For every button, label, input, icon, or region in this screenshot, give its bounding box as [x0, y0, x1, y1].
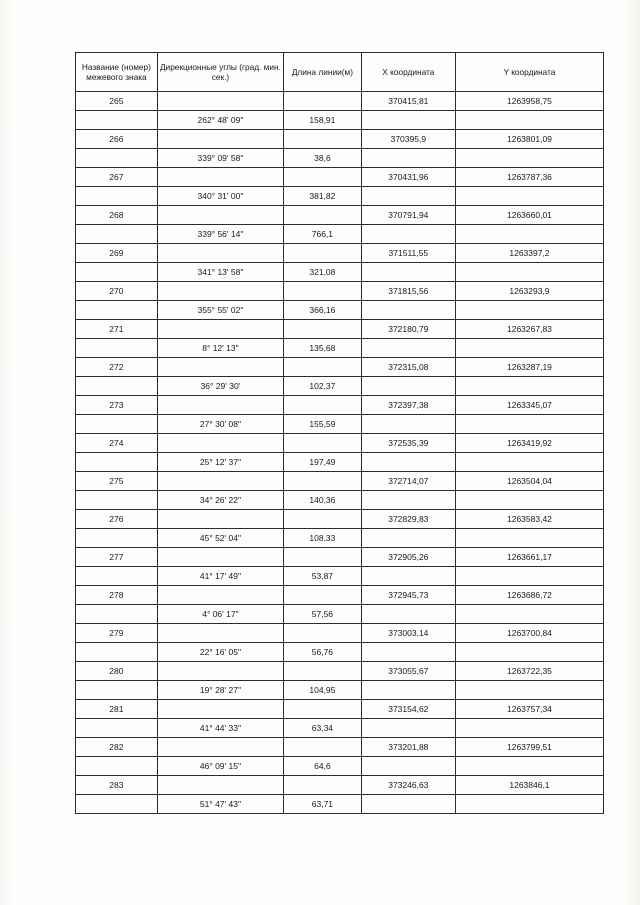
- table-header: [76, 53, 604, 92]
- cell-x-empty: [361, 415, 455, 434]
- cell-length-empty: [284, 434, 362, 453]
- cell-x-coordinate: 373055,67: [361, 662, 455, 681]
- cell-y-empty: [455, 567, 603, 586]
- cell-direction-angle: 339° 09' 58": [157, 149, 283, 168]
- table-row: [76, 719, 604, 738]
- table-row: [76, 434, 604, 453]
- cell-x-coordinate: 370431,96: [361, 168, 455, 187]
- table-row: [76, 491, 604, 510]
- cell-direction-angle: 355° 55' 02": [157, 301, 283, 320]
- table-row: [76, 510, 604, 529]
- cell-x-coordinate: 373003,14: [361, 624, 455, 643]
- cell-direction-angle: 41° 17' 49": [157, 567, 283, 586]
- header-length: Длина линии(м): [284, 53, 362, 92]
- cell-line-length: 140,36: [284, 491, 362, 510]
- cell-length-empty: [284, 700, 362, 719]
- table-row: [76, 339, 604, 358]
- cell-direction-angle: 25° 12' 37": [157, 453, 283, 472]
- cell-x-coordinate: 373246,63: [361, 776, 455, 795]
- table-row: [76, 225, 604, 244]
- table-row: [76, 168, 604, 187]
- cell-y-empty: [455, 111, 603, 130]
- cell-y-coordinate: 1263397,2: [455, 244, 603, 263]
- cell-y-coordinate: 1263287,19: [455, 358, 603, 377]
- table-row: [76, 187, 604, 206]
- cell-x-coordinate: 372535,39: [361, 434, 455, 453]
- cell-y-empty: [455, 263, 603, 282]
- cell-y-coordinate: 1263583,42: [455, 510, 603, 529]
- cell-x-coordinate: 370395,9: [361, 130, 455, 149]
- cell-line-length: 197,49: [284, 453, 362, 472]
- cell-angle-empty: [157, 624, 283, 643]
- cell-angle-empty: [157, 700, 283, 719]
- table-row: [76, 776, 604, 795]
- cell-length-empty: [284, 168, 362, 187]
- header-name: Название (номер) межевого знака: [76, 53, 158, 92]
- boundary-coordinates-table: [75, 52, 604, 814]
- cell-name-empty: [76, 377, 158, 396]
- cell-angle-empty: [157, 396, 283, 415]
- table-row: [76, 263, 604, 282]
- cell-point-name: 266: [76, 130, 158, 149]
- table-row: [76, 358, 604, 377]
- cell-x-coordinate: 372945,73: [361, 586, 455, 605]
- cell-x-coordinate: 372180,79: [361, 320, 455, 339]
- cell-y-coordinate: 1263419,92: [455, 434, 603, 453]
- cell-length-empty: [284, 624, 362, 643]
- cell-angle-empty: [157, 244, 283, 263]
- cell-name-empty: [76, 795, 158, 814]
- cell-direction-angle: 4° 06' 17": [157, 605, 283, 624]
- table-row: [76, 795, 604, 814]
- cell-angle-empty: [157, 282, 283, 301]
- cell-x-coordinate: 373154,62: [361, 700, 455, 719]
- cell-line-length: 57,56: [284, 605, 362, 624]
- cell-direction-angle: 51° 47' 43": [157, 795, 283, 814]
- cell-direction-angle: 36° 29' 30': [157, 377, 283, 396]
- cell-name-empty: [76, 111, 158, 130]
- cell-point-name: 280: [76, 662, 158, 681]
- cell-x-empty: [361, 795, 455, 814]
- cell-line-length: 53,87: [284, 567, 362, 586]
- cell-angle-empty: [157, 434, 283, 453]
- cell-direction-angle: 27° 30' 08": [157, 415, 283, 434]
- cell-line-length: 38,6: [284, 149, 362, 168]
- cell-direction-angle: 8° 12' 13": [157, 339, 283, 358]
- cell-angle-empty: [157, 586, 283, 605]
- table-row: [76, 738, 604, 757]
- cell-x-empty: [361, 605, 455, 624]
- cell-length-empty: [284, 206, 362, 225]
- cell-line-length: 64,6: [284, 757, 362, 776]
- cell-length-empty: [284, 510, 362, 529]
- table-row: [76, 472, 604, 491]
- cell-name-empty: [76, 491, 158, 510]
- cell-length-empty: [284, 130, 362, 149]
- cell-x-empty: [361, 681, 455, 700]
- cell-angle-empty: [157, 130, 283, 149]
- cell-angle-empty: [157, 320, 283, 339]
- cell-line-length: 104,95: [284, 681, 362, 700]
- cell-y-coordinate: 1263958,75: [455, 92, 603, 111]
- cell-y-coordinate: 1263722,35: [455, 662, 603, 681]
- cell-angle-empty: [157, 472, 283, 491]
- cell-y-empty: [455, 453, 603, 472]
- table-row: [76, 529, 604, 548]
- cell-length-empty: [284, 92, 362, 111]
- table-row: [76, 282, 604, 301]
- cell-name-empty: [76, 339, 158, 358]
- cell-direction-angle: 34° 26' 22": [157, 491, 283, 510]
- cell-name-empty: [76, 605, 158, 624]
- cell-x-empty: [361, 377, 455, 396]
- cell-x-coordinate: 371511,55: [361, 244, 455, 263]
- cell-line-length: 56,76: [284, 643, 362, 662]
- cell-point-name: 268: [76, 206, 158, 225]
- cell-name-empty: [76, 149, 158, 168]
- cell-direction-angle: 341° 13' 58": [157, 263, 283, 282]
- cell-x-empty: [361, 643, 455, 662]
- cell-length-empty: [284, 472, 362, 491]
- cell-name-empty: [76, 567, 158, 586]
- cell-x-empty: [361, 225, 455, 244]
- cell-y-coordinate: 1263846,1: [455, 776, 603, 795]
- cell-x-coordinate: 370415,81: [361, 92, 455, 111]
- header-angle: Дирекционные углы (град. мин. сек.): [157, 53, 283, 92]
- cell-point-name: 276: [76, 510, 158, 529]
- cell-y-empty: [455, 377, 603, 396]
- cell-x-empty: [361, 567, 455, 586]
- cell-y-empty: [455, 301, 603, 320]
- cell-x-empty: [361, 529, 455, 548]
- cell-y-coordinate: 1263504,04: [455, 472, 603, 491]
- cell-name-empty: [76, 529, 158, 548]
- cell-point-name: 281: [76, 700, 158, 719]
- cell-angle-empty: [157, 738, 283, 757]
- table-row: [76, 548, 604, 567]
- cell-x-empty: [361, 339, 455, 358]
- cell-point-name: 271: [76, 320, 158, 339]
- cell-direction-angle: 22° 16' 05": [157, 643, 283, 662]
- table-row: [76, 662, 604, 681]
- cell-length-empty: [284, 358, 362, 377]
- table-row: [76, 149, 604, 168]
- cell-y-coordinate: 1263660,01: [455, 206, 603, 225]
- cell-length-empty: [284, 282, 362, 301]
- cell-y-empty: [455, 757, 603, 776]
- cell-length-empty: [284, 662, 362, 681]
- cell-y-coordinate: 1263700,84: [455, 624, 603, 643]
- cell-y-coordinate: 1263787,36: [455, 168, 603, 187]
- table-row: [76, 301, 604, 320]
- cell-y-empty: [455, 225, 603, 244]
- cell-y-empty: [455, 339, 603, 358]
- cell-line-length: 108,33: [284, 529, 362, 548]
- table-row: [76, 377, 604, 396]
- header-x: X координата: [361, 53, 455, 92]
- cell-x-coordinate: 372714,07: [361, 472, 455, 491]
- table-row: [76, 624, 604, 643]
- cell-direction-angle: 262° 48' 09": [157, 111, 283, 130]
- cell-x-empty: [361, 263, 455, 282]
- cell-line-length: 321,08: [284, 263, 362, 282]
- cell-length-empty: [284, 776, 362, 795]
- cell-y-coordinate: 1263686,72: [455, 586, 603, 605]
- cell-y-empty: [455, 415, 603, 434]
- cell-x-coordinate: 372315,08: [361, 358, 455, 377]
- cell-name-empty: [76, 415, 158, 434]
- cell-point-name: 270: [76, 282, 158, 301]
- cell-x-coordinate: 371815,56: [361, 282, 455, 301]
- cell-direction-angle: 19° 28' 27": [157, 681, 283, 700]
- cell-name-empty: [76, 757, 158, 776]
- cell-length-empty: [284, 548, 362, 567]
- table-row: [76, 757, 604, 776]
- cell-direction-angle: 45° 52' 04": [157, 529, 283, 548]
- table-row: [76, 586, 604, 605]
- cell-angle-empty: [157, 168, 283, 187]
- cell-y-coordinate: 1263801,09: [455, 130, 603, 149]
- cell-point-name: 282: [76, 738, 158, 757]
- table-row: [76, 453, 604, 472]
- cell-name-empty: [76, 719, 158, 738]
- table-row: [76, 206, 604, 225]
- cell-y-coordinate: 1263345,07: [455, 396, 603, 415]
- cell-line-length: 381,82: [284, 187, 362, 206]
- cell-line-length: 366,16: [284, 301, 362, 320]
- cell-x-empty: [361, 301, 455, 320]
- cell-line-length: 102,37: [284, 377, 362, 396]
- cell-x-empty: [361, 187, 455, 206]
- table-body: [76, 92, 604, 814]
- cell-point-name: 272: [76, 358, 158, 377]
- header-row: [76, 53, 604, 92]
- table-row: [76, 320, 604, 339]
- cell-angle-empty: [157, 776, 283, 795]
- cell-x-empty: [361, 111, 455, 130]
- cell-length-empty: [284, 320, 362, 339]
- cell-name-empty: [76, 453, 158, 472]
- cell-length-empty: [284, 244, 362, 263]
- table-row: [76, 681, 604, 700]
- cell-angle-empty: [157, 510, 283, 529]
- cell-direction-angle: 340° 31' 00": [157, 187, 283, 206]
- cell-direction-angle: 339° 56' 14": [157, 225, 283, 244]
- table-row: [76, 130, 604, 149]
- cell-x-coordinate: 373201,88: [361, 738, 455, 757]
- cell-y-coordinate: 1263293,9: [455, 282, 603, 301]
- cell-line-length: 63,34: [284, 719, 362, 738]
- cell-point-name: 279: [76, 624, 158, 643]
- cell-y-empty: [455, 795, 603, 814]
- cell-name-empty: [76, 301, 158, 320]
- cell-point-name: 273: [76, 396, 158, 415]
- cell-x-empty: [361, 453, 455, 472]
- cell-line-length: 155,59: [284, 415, 362, 434]
- cell-angle-empty: [157, 358, 283, 377]
- header-y: Y координата: [455, 53, 603, 92]
- cell-x-coordinate: 370791,94: [361, 206, 455, 225]
- table-row: [76, 244, 604, 263]
- cell-point-name: 269: [76, 244, 158, 263]
- cell-point-name: 277: [76, 548, 158, 567]
- cell-point-name: 265: [76, 92, 158, 111]
- cell-x-coordinate: 372397,38: [361, 396, 455, 415]
- cell-y-coordinate: 1263267,83: [455, 320, 603, 339]
- cell-y-coordinate: 1263757,34: [455, 700, 603, 719]
- cell-point-name: 267: [76, 168, 158, 187]
- cell-direction-angle: 41° 44' 33": [157, 719, 283, 738]
- table-row: [76, 415, 604, 434]
- cell-y-empty: [455, 491, 603, 510]
- cell-y-coordinate: 1263799,51: [455, 738, 603, 757]
- cell-angle-empty: [157, 548, 283, 567]
- cell-x-coordinate: 372829,83: [361, 510, 455, 529]
- cell-point-name: 278: [76, 586, 158, 605]
- cell-y-empty: [455, 187, 603, 206]
- table-row: [76, 396, 604, 415]
- cell-length-empty: [284, 396, 362, 415]
- table-row: [76, 643, 604, 662]
- cell-y-empty: [455, 529, 603, 548]
- table-row: [76, 605, 604, 624]
- cell-line-length: 766,1: [284, 225, 362, 244]
- cell-point-name: 274: [76, 434, 158, 453]
- cell-y-empty: [455, 643, 603, 662]
- cell-point-name: 283: [76, 776, 158, 795]
- cell-line-length: 63,71: [284, 795, 362, 814]
- cell-length-empty: [284, 586, 362, 605]
- cell-y-empty: [455, 681, 603, 700]
- cell-name-empty: [76, 681, 158, 700]
- cell-name-empty: [76, 225, 158, 244]
- cell-name-empty: [76, 263, 158, 282]
- cell-line-length: 158,91: [284, 111, 362, 130]
- cell-name-empty: [76, 643, 158, 662]
- cell-angle-empty: [157, 92, 283, 111]
- cell-x-empty: [361, 149, 455, 168]
- cell-y-empty: [455, 149, 603, 168]
- table-row: [76, 567, 604, 586]
- cell-line-length: 135,68: [284, 339, 362, 358]
- cell-x-empty: [361, 719, 455, 738]
- cell-y-empty: [455, 719, 603, 738]
- table-row: [76, 111, 604, 130]
- cell-angle-empty: [157, 662, 283, 681]
- cell-point-name: 275: [76, 472, 158, 491]
- cell-direction-angle: 46° 09' 15": [157, 757, 283, 776]
- cell-angle-empty: [157, 206, 283, 225]
- cell-x-empty: [361, 491, 455, 510]
- cell-name-empty: [76, 187, 158, 206]
- table-row: [76, 92, 604, 111]
- cell-y-coordinate: 1263661,17: [455, 548, 603, 567]
- cell-x-empty: [361, 757, 455, 776]
- cell-length-empty: [284, 738, 362, 757]
- cell-y-empty: [455, 605, 603, 624]
- cell-x-coordinate: 372905,26: [361, 548, 455, 567]
- table-row: [76, 700, 604, 719]
